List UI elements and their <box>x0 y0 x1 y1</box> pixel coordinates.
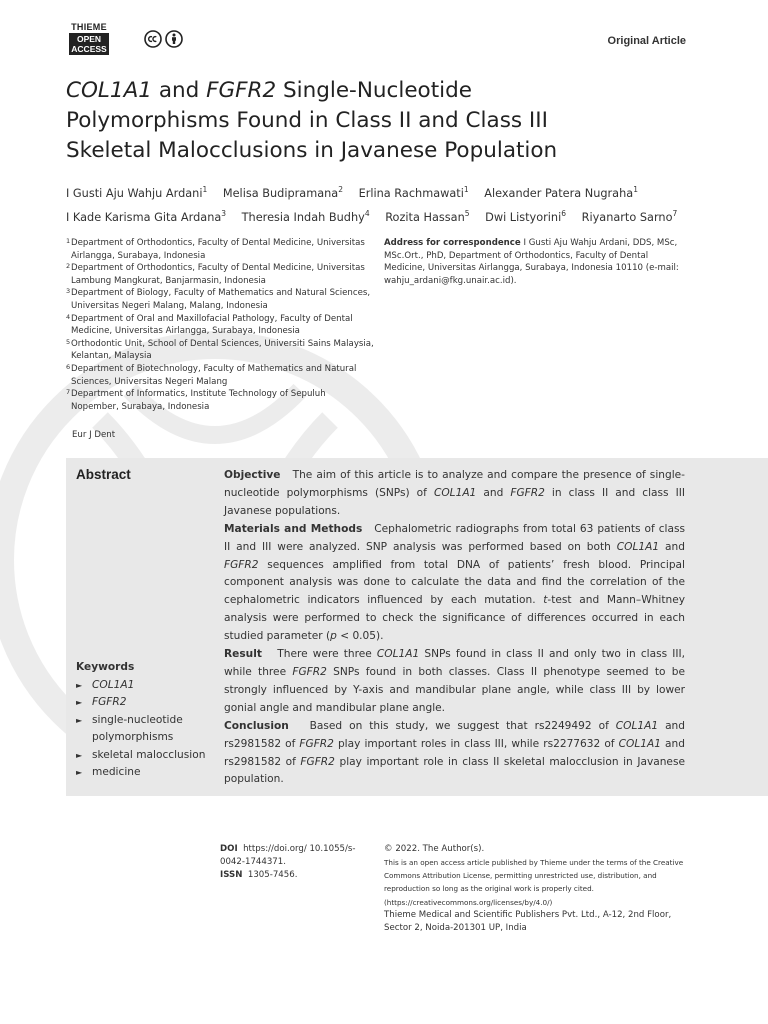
logo-brand: THIEME <box>71 22 107 32</box>
arrow-icon: ► <box>76 698 83 707</box>
author: Melisa Budipramana$^2$ <box>222 185 343 200</box>
abstract-body <box>224 467 685 789</box>
author: I Gusti Aju Wahju Ardani$^1$ <box>66 185 208 200</box>
title-gene-col1a1: COL1A1 <box>66 78 152 103</box>
author: Dwi Listyorini$^6$ <box>485 208 567 224</box>
logo-open-access <box>69 33 109 55</box>
author-list <box>66 180 716 228</box>
thieme-open-access-logo <box>66 22 112 58</box>
doi-line: DOI https://doi.org/ 10.1055/s-0042-1744371. <box>220 844 356 867</box>
arrow-icon: ► <box>76 750 83 760</box>
abstract-heading: Abstract <box>76 467 131 482</box>
article-type-label: Original Article <box>607 35 686 47</box>
keywords-heading: Keywords <box>76 661 135 673</box>
keyword-item: ► skeletal malocclusion <box>76 747 222 765</box>
affiliation-list <box>66 237 376 413</box>
title-gene-fgfr2: FGFR2 <box>206 78 277 103</box>
author: Alexander Patera Nugraha$^1$ <box>484 185 638 200</box>
arrow-icon: ► <box>76 715 83 725</box>
author: Erlina Rachmawati$^1$ <box>358 185 469 200</box>
affiliation: 5 Orthodontic Unit, School of Dental Sciences, Universiti Sains Malaysia, Kelantan, Malaysia <box>66 337 374 362</box>
title-line3: Skeletal Malocclusions in Javanese Population <box>66 138 558 163</box>
copyright: © 2022. The Author(s). <box>384 844 485 854</box>
attribution-icon <box>165 30 183 48</box>
abstract-section <box>66 458 768 796</box>
affiliation: 3 Department of Biology, Faculty of Mathematics and Natural Sciences, Universitas Negeri Malang, Malang, Indonesia <box>66 287 371 311</box>
correspondence-text: I Gusti Aju Wahju Ardani, DDS, MSc, MSc.Ort., PhD, Department of Orthodontics, Faculty of Dental Medicine, Universitas Airlangga, Surabaya, Indonesia 10110 (e-mail: wahju_ardani@fkg.unair.ac.id). <box>384 238 679 286</box>
doi-link[interactable]: https://doi.org/ 10.1055/s-0042-1744371. <box>220 844 356 867</box>
keywords-list <box>76 659 222 782</box>
affiliation: 6 Department of Biotechnology, Faculty of Mathematics and Natural Sciences, Universitas Negeri Malang <box>66 362 357 387</box>
affiliation: 2 Department of Orthodontics, Faculty of Dental Medicine, Universitas Lambung Mangkurat, Banjarmasin, Indonesia <box>66 262 365 286</box>
license-text: This is an open access article published by Thieme under the terms of the Creative Commons Attribution License, permitting unrestricted use, distribution, and reproduction so long as the original work is properly cited. (https://creativecommons.org/licenses/by/4.0/) <box>384 858 684 907</box>
keyword-item: ► COL1A1 <box>76 677 222 695</box>
journal-name: Eur J Dent <box>72 430 116 440</box>
issn-line: ISSN 1305-7456. <box>220 870 298 880</box>
footer-license <box>384 843 694 935</box>
abstract-conclusion: Conclusion Based on this study, we suggest that rs2249492 of COL1A1 and rs2981582 of FGFR2 play important roles in class III, while rs2277632 of COL1A1 and rs2981582 of FGFR2 play important role in class II skeletal malocclusion in Javanese population. <box>224 719 685 786</box>
correspondence-address <box>384 237 684 287</box>
footer-identifiers <box>220 843 370 882</box>
affiliation: 1 Department of Orthodontics, Faculty of Dental Medicine, Universitas Airlangga, Surabaya, Indonesia <box>66 237 365 261</box>
keyword-item: ► single-nucleotide polymorphisms <box>76 712 222 747</box>
page-header <box>66 18 686 58</box>
logo-access: ACCESS <box>71 44 107 54</box>
arrow-icon: ► <box>76 768 83 777</box>
keyword-item: ► FGFR2 <box>76 694 222 712</box>
publisher-address: Thieme Medical and Scientific Publishers Pvt. Ltd., A-12, 2nd Floor, Sector 2, Noida-201301 UP, India <box>384 909 672 933</box>
author: I Kade Karisma Gita Ardana$^3$ <box>66 208 227 224</box>
title-line2: Polymorphisms Found in Class II and Class III <box>66 108 548 133</box>
abstract-methods: Materials and Methods Cephalometric radiographs from total 63 patients of class II and III were analyzed. SNP analysis was performed based on both COL1A1 and FGFR2 sequences amplified from total DNA of patients’ fresh blood. Principal component analysis was done to calculate the data and find the correlation of the cephalometric indicators influenced by each mutation. t-test and Mann–Whitney analysis were performed to check the significance of differences occurred in each studied parameter (p < 0.05). <box>224 522 686 643</box>
logo-open: OPEN <box>76 34 102 44</box>
title-and: and <box>151 78 207 103</box>
affiliation: 7 Department of Informatics, Institute Technology of Sepuluh Nopember, Surabaya, Indonesia <box>66 388 326 412</box>
arrow-icon: ► <box>76 680 83 690</box>
affiliation: 4 Department of Oral and Maxillofacial Pathology, Faculty of Dental Medicine, Universitas Airlangga, Surabaya, Indonesia <box>66 312 353 337</box>
article-title <box>66 76 706 166</box>
correspondence-label: Address for correspondence <box>384 238 521 248</box>
keyword-item: ► medicine <box>76 764 222 782</box>
author: Riyanarto Sarno$^7$ <box>581 208 678 224</box>
creative-commons-badge <box>144 30 183 48</box>
author: Rozita Hassan$^5$ <box>385 208 470 224</box>
abstract-result: Result There were three COL1A1 SNPs found in class II and only two in class III, while three FGFR2 SNPs found in both classes. Class II phenotype seemed to be strongly influenced by Y-axis and mandibular plane angle, while class III by lower gonial angle and mandibular plane angle. <box>224 648 686 714</box>
abstract-objective: Objective The aim of this article is to analyze and compare the presence of single-nucleotide polymorphisms (SNPs) of COL1A1 and FGFR2 in class II and class III Javanese populations. <box>224 469 686 517</box>
author: Theresia Indah Budhy$^4$ <box>241 208 370 224</box>
title-line1-rest: Single-Nucleotide <box>276 78 472 103</box>
cc-icon <box>144 30 162 48</box>
